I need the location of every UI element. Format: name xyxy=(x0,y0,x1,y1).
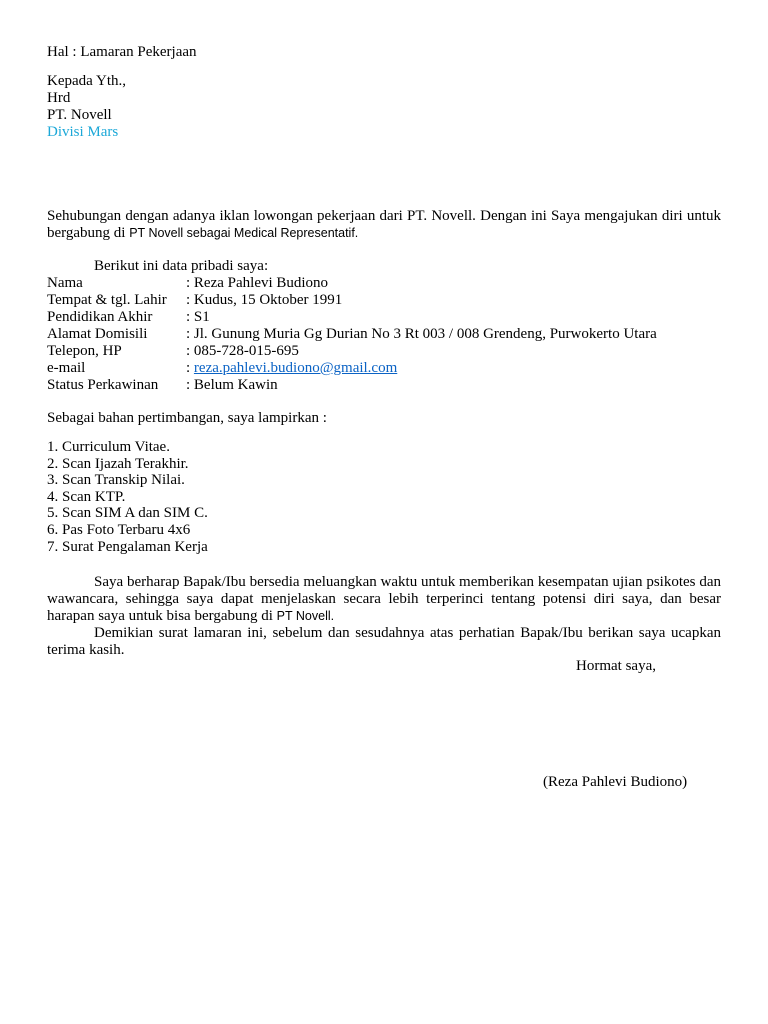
label-status: Status Perkawinan xyxy=(47,377,159,393)
closing-company: PT Novell. xyxy=(276,609,335,623)
opening-position: PT Novell sebagai Medical Representatif. xyxy=(129,226,359,240)
value-pendidikan: : S1 xyxy=(186,309,210,325)
list-item: 5. Scan SIM A dan SIM C. xyxy=(47,505,208,521)
list-item: 3. Scan Transkip Nilai. xyxy=(47,472,185,488)
value-email: : reza.pahlevi.budiono@gmail.com xyxy=(186,360,398,376)
list-item: 2. Scan Ijazah Terakhir. xyxy=(47,456,189,472)
recipient-department: Hrd xyxy=(47,90,71,106)
label-alamat: Alamat Domisili xyxy=(47,326,148,342)
recipient-company: PT. Novell xyxy=(47,107,112,123)
signature-name: (Reza Pahlevi Budiono) xyxy=(543,774,688,790)
opening-text: Sehubungan dengan adanya iklan lowongan pekerjaan dari PT. Novell. Dengan ini Saya mengajukan diri untuk bergabung di xyxy=(47,208,721,241)
label-email: e-mail xyxy=(47,360,86,376)
letter-subject: Hal : Lamaran Pekerjaan xyxy=(47,44,197,60)
value-telepon: : 085-728-015-695 xyxy=(186,343,299,359)
label-pendidikan: Pendidikan Akhir xyxy=(47,309,153,325)
email-link[interactable]: reza.pahlevi.budiono@gmail.com xyxy=(193,360,398,376)
recipient-division: Divisi Mars xyxy=(47,124,119,140)
label-telepon: Telepon, HP xyxy=(47,343,122,359)
attachments-intro: Sebagai bahan pertimbangan, saya lampirkan : xyxy=(47,410,327,426)
value-status: : Belum Kawin xyxy=(186,377,278,393)
value-alamat: : Jl. Gunung Muria Gg Durian No 3 Rt 003 / 008 Grendeng, Purwokerto Utara xyxy=(186,326,657,342)
sign-off: Hormat saya, xyxy=(576,658,656,674)
label-nama: Nama xyxy=(47,275,83,291)
closing-paragraph: Saya berharap Bapak/Ibu bersedia meluangkan waktu untuk memberikan kesempatan ujian psikotes dan wawancara, sehingga saya dapat menjelaskan secara lebih terperinci tentang potensi diri saya, dan besar harapan saya untuk bisa bergabung di PT Novell. xyxy=(47,574,721,624)
list-item: 6. Pas Foto Terbaru 4x6 xyxy=(47,522,191,538)
list-item: 1. Curriculum Vitae. xyxy=(47,439,170,455)
value-nama: : Reza Pahlevi Budiono xyxy=(186,275,329,291)
list-item: 7. Surat Pengalaman Kerja xyxy=(47,539,208,555)
thanks-paragraph: Demikian surat lamaran ini, sebelum dan sesudahnya atas perhatian Bapak/Ibu berikan saya ucapkan terima kasih. xyxy=(47,625,721,658)
label-tempat-tgl-lahir: Tempat & tgl. Lahir xyxy=(47,292,167,308)
list-item: 4. Scan KTP. xyxy=(47,489,126,505)
opening-paragraph xyxy=(47,208,721,242)
personal-intro: Berikut ini data pribadi saya: xyxy=(94,258,269,274)
value-tempat-tgl-lahir: : Kudus, 15 Oktober 1991 xyxy=(186,292,343,308)
recipient-greeting: Kepada Yth., xyxy=(47,73,126,89)
